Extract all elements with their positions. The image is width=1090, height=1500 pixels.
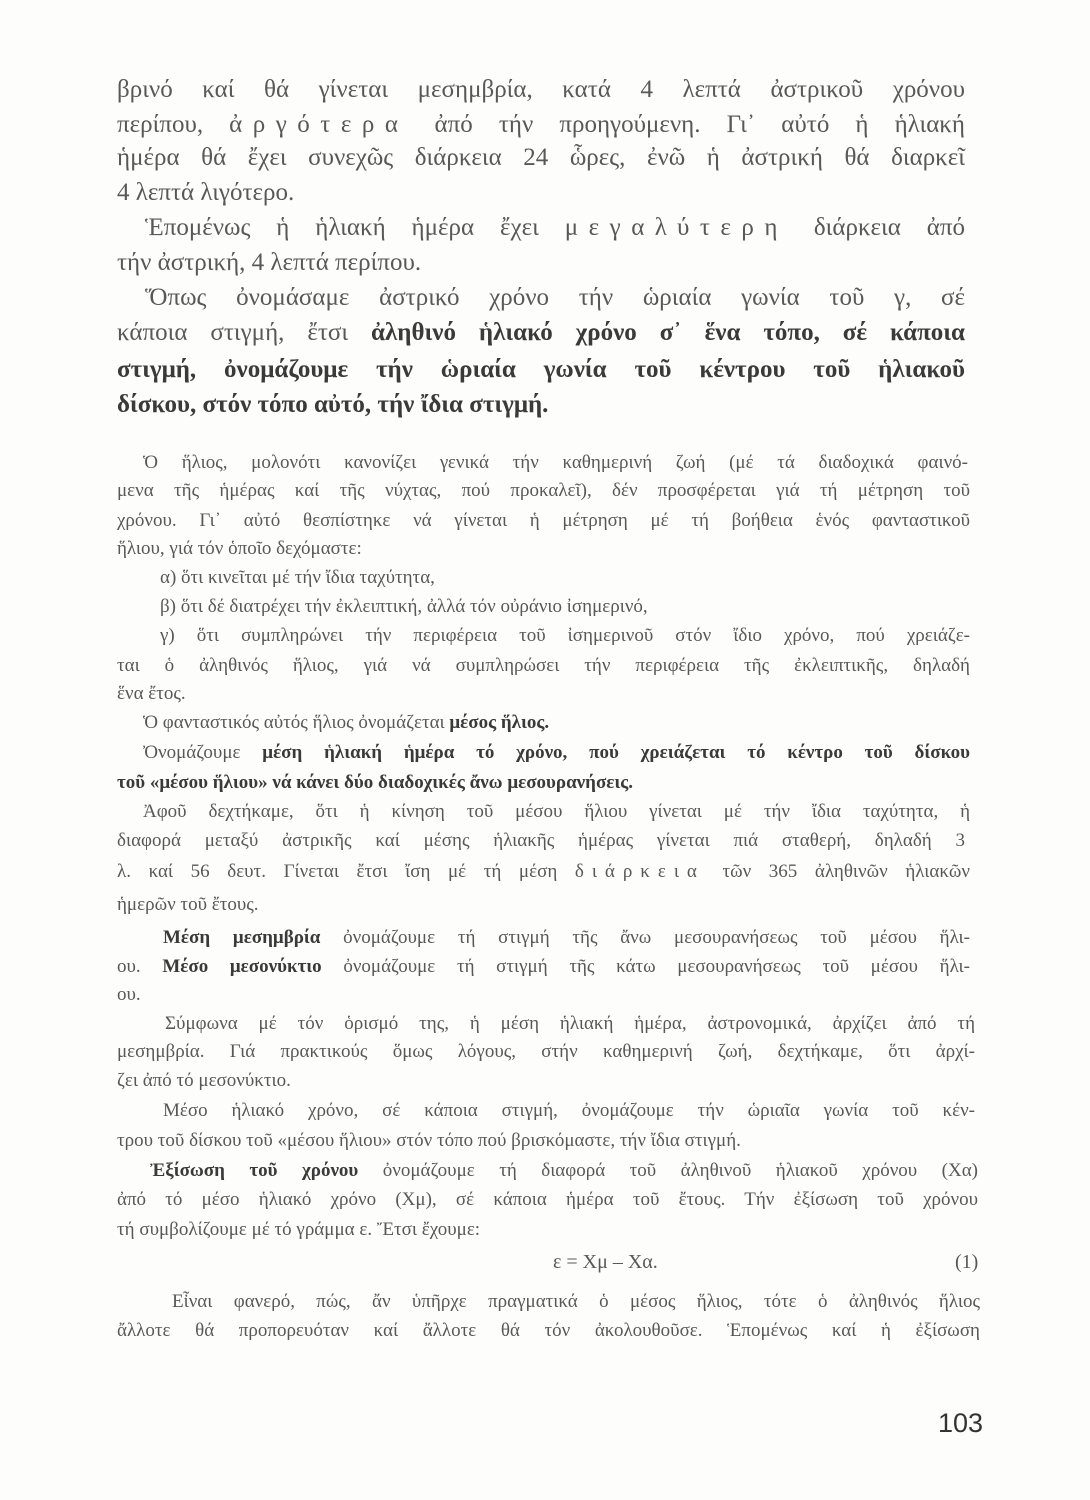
text-line: τήν ἀστρική, 4 λεπτά περίπου. (117, 249, 422, 276)
page-number: 103 (938, 1408, 984, 1438)
text-line (143, 741, 970, 765)
text-segment: περίπου, (117, 111, 230, 138)
text-segment: ὀνομάζουμε τή διαφορά τοῦ ἀληθινοῦ ἡλιακοῦ χρόνου (Χα) (358, 1160, 978, 1181)
bold-term: Μέσο μεσονύκτιο (162, 956, 322, 977)
bold-term: Ἐξίσωση τοῦ χρόνου (150, 1160, 359, 1181)
text-line: ἄλλοτε θά προπορευόταν καί ἄλλοτε θά τόν ἀκολουθοῦσε. Ἑπομένως καί ἡ ἐξίσωση (117, 1320, 980, 1341)
text-segment: ὀνομάζουμε τή στιγμή τῆς ἄνω μεσουρανήσεως τοῦ μέσου ἥλι- (320, 927, 970, 948)
text-line: διαφορά μεταξύ ἀστρικῆς καί μέσης ἡλιακῆς ἡμέρας γίνεται πιά σταθερή, δηλαδή 3 (117, 830, 965, 851)
list-item: β) ὅτι δέ διατρέχει τήν ἐκλειπτική, ἀλλά τόν οὐράνιο ἰσημερινό, (160, 596, 648, 617)
text-segment: Ὁ φανταστικός αὐτός ἥλιος ὀνομάζεται (143, 712, 450, 733)
list-item: γ) ὅτι συμπληρώνει τήν περιφέρεια τοῦ ἰσημερινοῦ στόν ἴδιο χρόνο, πού χρειάζε- (160, 625, 970, 646)
text-line: μεσημβρία. Γιά πρακτικούς ὅμως λόγους, στήν καθημερινή ζωή, δεχτήκαμε, ὅτι ἀρχί- (117, 1041, 975, 1062)
bold-term: μέσος ἥλιος. (449, 712, 550, 733)
text-segment: ου. (117, 956, 163, 977)
text-line: ἡμερῶν τοῦ ἔτους. (117, 894, 259, 915)
emphasized-word: ἀργότερα (229, 111, 409, 138)
text-line (117, 110, 965, 140)
text-line (117, 955, 970, 979)
text-line (150, 1159, 978, 1183)
equation-number: (1) (955, 1251, 979, 1273)
equation-formula: ε = Χμ – Χα. (553, 1251, 658, 1273)
text-line (117, 318, 965, 348)
text-line: ἡμέρα θά ἔχει συνεχῶς διάρκεια 24 ὧρες, ἐνῶ ἡ ἀστρική θά διαρκεῖ (117, 144, 965, 171)
emphasized-word: διάρκεια (574, 861, 705, 882)
text-line: Ἀφοῦ δεχτήκαμε, ὅτι ἡ κίνηση τοῦ μέσου ἥλιου γίνεται μέ τήν ἴδια ταχύτητα, ἡ (143, 801, 970, 822)
text-line: 4 λεπτά λιγότερο. (117, 179, 295, 206)
bold-definition: μέση ἡλιακή ἡμέρα τό χρόνο, πού χρειάζεται τό κέντρο τοῦ δίσκου (262, 742, 970, 763)
text-line: μενα τῆς ἡμέρας καί τῆς νύχτας, πού προκαλεῖ), δέν προσφέρεται γιά τή μέτρηση τοῦ (117, 480, 970, 501)
bold-definition: ἀληθινό ἡλιακό χρόνο σ᾽ ἕνα τόπο, σέ κάποια (371, 319, 966, 346)
bold-definition-line: στιγμή, ὀνομάζουμε τήν ὡριαία γωνία τοῦ κέντρου τοῦ ἡλιακοῦ (117, 356, 965, 383)
text-line: ου. (117, 984, 141, 1005)
text-segment: διάρκεια ἀπό (787, 214, 965, 241)
text-segment: ἀπό τήν προηγούμενη. Γι᾽ αὐτό ἡ ἡλιακή (408, 111, 965, 138)
text-line: χρόνου. Γι᾽ αὐτό θεσπίστηκε νά γίνεται ἡ μέτρηση μέ τή βοήθεια ἑνός φανταστικοῦ (117, 510, 970, 531)
text-line: τρου τοῦ δίσκου τοῦ «μέσου ἥλιου» στόν τόπο πού βρισκόμαστε, τήν ἴδια στιγμή. (117, 1130, 741, 1151)
text-line (117, 860, 970, 884)
text-segment: ὀνομάζουμε τή στιγμή τῆς κάτω μεσουρανήσεως τοῦ μέσου ἥλι- (321, 956, 970, 977)
emphasized-word: μεγαλύτερη (564, 214, 788, 241)
text-segment: Ὀνομάζουμε (143, 742, 263, 763)
text-line: Σύμφωνα μέ τόν ὁρισμό της, ἡ μέση ἡλιακή ἡμέρα, ἀστρονομικά, ἀρχίζει ἀπό τή (165, 1013, 975, 1034)
text-line (145, 213, 965, 243)
bold-term: Μέση μεσημβρία (163, 927, 321, 948)
text-line: Μέσο ἡλιακό χρόνο, σέ κάποια στιγμή, ὀνομάζουμε τήν ὡριαῖα γωνία τοῦ κέν- (163, 1100, 975, 1121)
text-line: ται ὁ ἀληθινός ἥλιος, γιά νά συμπληρώσει τήν περιφέρεια τῆς ἐκλειπτικῆς, δηλαδή (117, 655, 970, 676)
text-segment: κάποια στιγμή, ἔτσι (117, 319, 372, 346)
text-line: ἕνα ἔτος. (117, 683, 186, 704)
text-line: τή συμβολίζουμε μέ τό γράμμα ε. Ἔτσι ἔχουμε: (117, 1219, 481, 1240)
text-segment: τῶν 365 ἀληθινῶν ἡλιακῶν (704, 861, 970, 882)
text-line: Ὁ ἥλιος, μολονότι κανονίζει γενικά τήν καθημερινή ζωή (μέ τά διαδοχικά φαινό- (143, 452, 968, 473)
text-segment: λ. καί 56 δευτ. Γίνεται ἔτσι ἴση μέ τή μέση (117, 861, 575, 882)
text-segment: Ἑπομένως ἡ ἡλιακή ἡμέρα ἔχει (145, 214, 565, 241)
text-line: βρινό καί θά γίνεται μεσημβρία, κατά 4 λεπτά ἀστρικοῦ χρόνου (117, 76, 965, 103)
bold-definition-line: τοῦ «μέσου ἥλιου» νά κάνει δύο διαδοχικές ἄνω μεσουρανήσεις. (117, 772, 634, 793)
text-line (143, 711, 549, 735)
text-line (163, 926, 970, 950)
text-line: ἀπό τό μέσο ἡλιακό χρόνο (Χμ), σέ κάποια ἡμέρα τοῦ ἔτους. Τήν ἐξίσωση τοῦ χρόνου (117, 1189, 978, 1210)
list-item: α) ὅτι κινεῖται μέ τήν ἴδια ταχύτητα, (160, 567, 435, 588)
text-line: Ὅπως ὀνομάσαμε ἀστρικό χρόνο τήν ὡριαία γωνία τοῦ γ, σέ (145, 284, 965, 311)
text-line: ζει ἀπό τό μεσονύκτιο. (117, 1070, 291, 1091)
bold-definition-line: δίσκου, στόν τόπο αὐτό, τήν ἴδια στιγμή. (117, 391, 549, 418)
text-line: ἥλιου, γιά τόν ὁποῖο δεχόμαστε: (117, 538, 362, 559)
text-line: Εἶναι φανερό, πώς, ἄν ὑπῆρχε πραγματικά ὁ μέσος ἥλιος, τότε ὁ ἀληθινός ἥλιος (172, 1291, 980, 1312)
